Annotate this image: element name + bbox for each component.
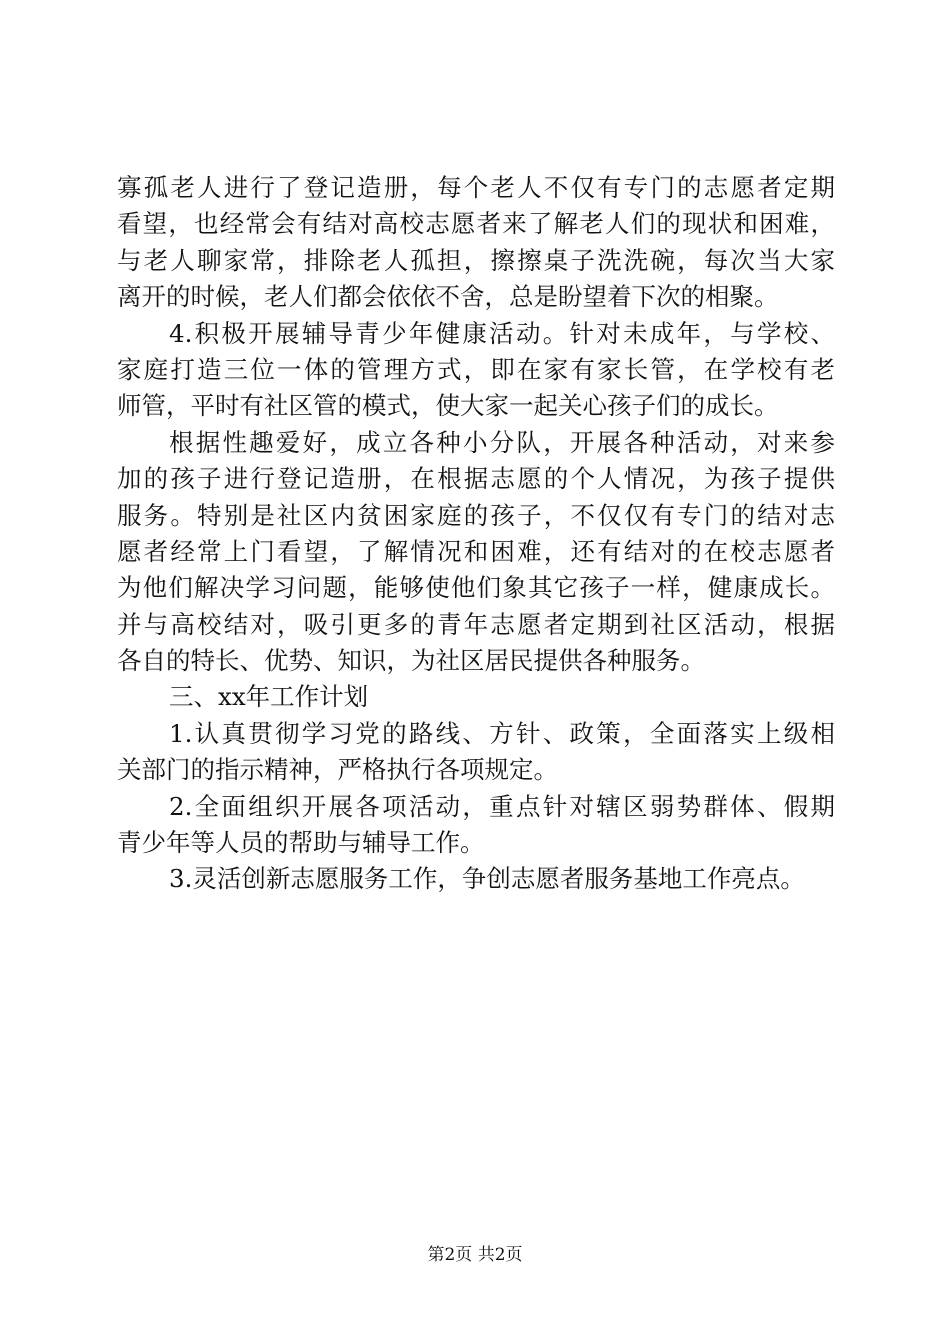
text-line: 服务。特别是社区内贫困家庭的孩子，不仅仅有专门的结对志 — [117, 500, 835, 530]
page-footer — [0, 1244, 950, 1266]
text-line: 离开的时候，老人们都会依依不舍，总是盼望着下次的相聚。 — [117, 282, 779, 312]
text-line: 各自的特长、优势、知识，为社区居民提供各种服务。 — [117, 646, 705, 676]
document-body — [117, 170, 835, 898]
text-line: 青少年等人员的帮助与辅导工作。 — [117, 828, 485, 858]
text-line: 为他们解决学习问题，能够使他们象其它孩子一样，健康成长。 — [117, 573, 835, 603]
text-line: 与老人聊家常，排除老人孤担，擦擦桌子洗洗碗，每次当大家 — [117, 245, 835, 275]
text-line: 根据性趣爱好，成立各种小分队，开展各种活动，对来参 — [169, 427, 835, 457]
text-line: 并与高校结对，吸引更多的青年志愿者定期到社区活动，根据 — [117, 609, 835, 639]
text-line: 家庭打造三位一体的管理方式，即在家有家长管，在学校有老 — [117, 354, 835, 384]
text-line: 愿者经常上门看望，了解情况和困难，还有结对的在校志愿者 — [117, 536, 835, 566]
text-line: 4.积极开展辅导青少年健康活动。针对未成年，与学校、 — [169, 318, 835, 348]
section-heading: 三、xx年工作计划 — [169, 682, 369, 712]
text-line: 关部门的指示精神，严格执行各项规定。 — [117, 755, 558, 785]
page-number-label: 第2页 共2页 — [427, 1245, 523, 1265]
text-line: 2.全面组织开展各项活动，重点针对辖区弱势群体、假期 — [169, 791, 835, 821]
text-line: 寡孤老人进行了登记造册，每个老人不仅有专门的志愿者定期 — [117, 173, 835, 202]
text-line: 师管，平时有社区管的模式，使大家一起关心孩子们的成长。 — [117, 391, 779, 421]
text-line: 看望，也经常会有结对高校志愿者来了解老人们的现状和困难， — [117, 209, 835, 239]
text-line: 3.灵活创新志愿服务工作，争创志愿者服务基地工作亮点。 — [169, 864, 805, 894]
text-line: 加的孩子进行登记造册，在根据志愿的个人情况，为孩子提供 — [117, 464, 835, 494]
text-line: 1.认真贯彻学习党的路线、方针、政策，全面落实上级相 — [169, 718, 835, 748]
